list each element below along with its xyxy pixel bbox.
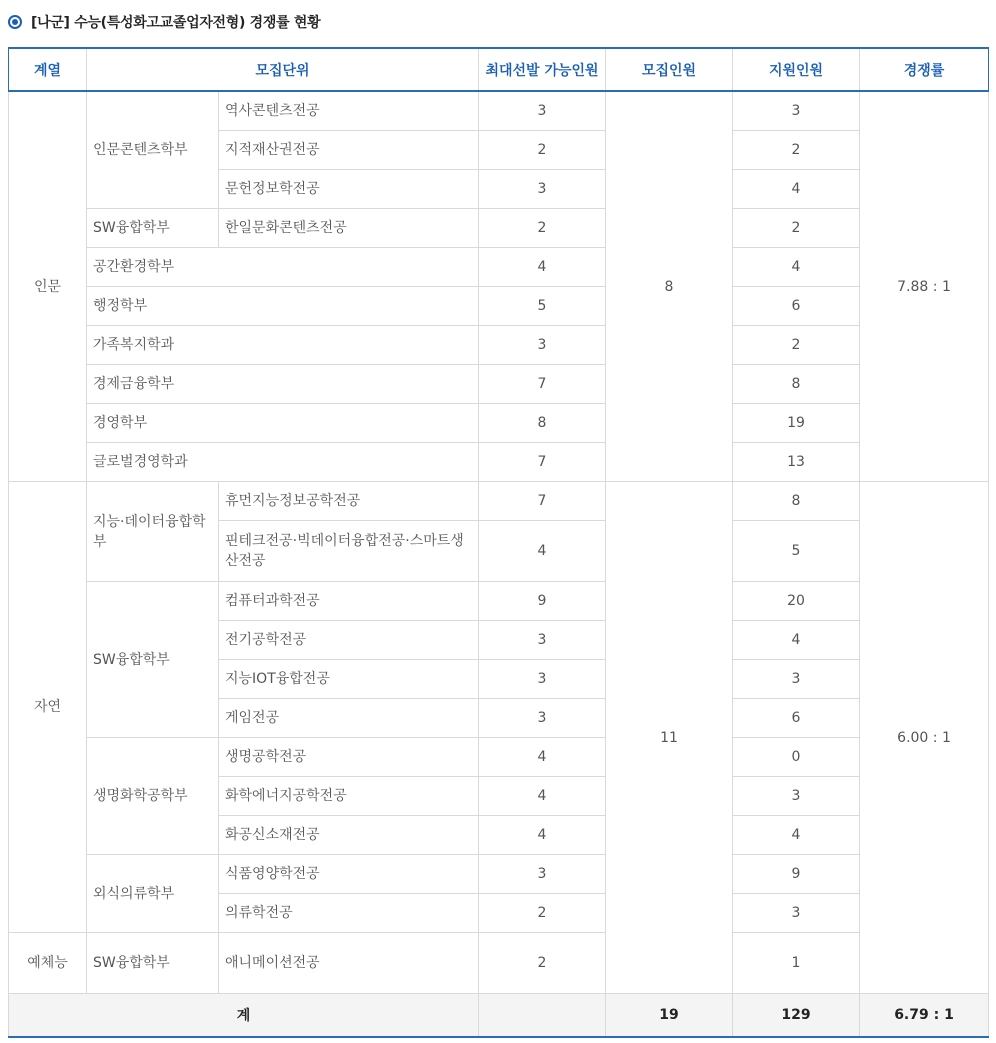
college-cell: SW융합학부 <box>87 582 219 738</box>
applicants-cell: 4 <box>733 816 860 855</box>
major-cell: 전기공학전공 <box>219 621 479 660</box>
major-cell: 식품영양학전공 <box>219 855 479 894</box>
group-cell: 인문 <box>9 91 87 482</box>
table-row <box>9 933 989 994</box>
major-cell: 게임전공 <box>219 699 479 738</box>
table-row <box>9 287 989 326</box>
unit-cell: 경제금융학부 <box>87 365 479 404</box>
total-max <box>479 994 606 1038</box>
unit-cell: 공간환경학부 <box>87 248 479 287</box>
max-cell: 7 <box>479 482 606 521</box>
major-cell: 문헌정보학전공 <box>219 170 479 209</box>
college-cell: 외식의류학부 <box>87 855 219 933</box>
applicants-cell: 19 <box>733 404 860 443</box>
table-header-row <box>9 48 989 91</box>
table-row <box>9 855 989 894</box>
college-cell: SW융합학부 <box>87 209 219 248</box>
max-cell: 2 <box>479 894 606 933</box>
header-quota: 모집인원 <box>606 48 733 91</box>
total-rate: 6.79 : 1 <box>860 994 989 1038</box>
table-row <box>9 443 989 482</box>
major-cell: 휴먼지능정보공학전공 <box>219 482 479 521</box>
unit-cell: 글로벌경영학과 <box>87 443 479 482</box>
max-cell: 7 <box>479 443 606 482</box>
max-cell: 8 <box>479 404 606 443</box>
unit-cell: 행정학부 <box>87 287 479 326</box>
applicants-cell: 6 <box>733 699 860 738</box>
applicants-cell: 3 <box>733 777 860 816</box>
section-title-text: [나군] 수능(특성화고교졸업자전형) 경쟁률 현황 <box>31 15 321 31</box>
total-applicants: 129 <box>733 994 860 1038</box>
unit-cell: 경영학부 <box>87 404 479 443</box>
header-rate: 경쟁률 <box>860 48 989 91</box>
major-cell: 화공신소재전공 <box>219 816 479 855</box>
applicants-cell: 4 <box>733 170 860 209</box>
table-row <box>9 404 989 443</box>
major-cell: 생명공학전공 <box>219 738 479 777</box>
total-label: 계 <box>9 994 479 1038</box>
applicants-cell: 2 <box>733 326 860 365</box>
total-quota: 19 <box>606 994 733 1038</box>
applicants-cell: 5 <box>733 521 860 582</box>
max-cell: 3 <box>479 170 606 209</box>
max-cell: 2 <box>479 209 606 248</box>
quota-cell: 8 <box>606 91 733 482</box>
table-row <box>9 248 989 287</box>
table-row <box>9 738 989 777</box>
college-cell: 생명화학공학부 <box>87 738 219 855</box>
applicants-cell: 13 <box>733 443 860 482</box>
max-cell: 2 <box>479 131 606 170</box>
applicants-cell: 0 <box>733 738 860 777</box>
applicants-cell: 8 <box>733 365 860 404</box>
applicants-cell: 2 <box>733 209 860 248</box>
applicants-cell: 3 <box>733 660 860 699</box>
max-cell: 3 <box>479 660 606 699</box>
applicants-cell: 4 <box>733 248 860 287</box>
major-cell: 핀테크전공·빅데이터융합전공·스마트생산전공 <box>219 521 479 582</box>
applicants-cell: 2 <box>733 131 860 170</box>
applicants-cell: 8 <box>733 482 860 521</box>
table-row <box>9 365 989 404</box>
table-row <box>9 326 989 365</box>
applicants-cell: 20 <box>733 582 860 621</box>
major-cell: 의류학전공 <box>219 894 479 933</box>
max-cell: 4 <box>479 248 606 287</box>
major-cell: 애니메이션전공 <box>219 933 479 994</box>
header-applicants: 지원인원 <box>733 48 860 91</box>
group-cell: 자연 <box>9 482 87 933</box>
applicants-cell: 1 <box>733 933 860 994</box>
header-group: 계열 <box>9 48 87 91</box>
group-cell: 예체능 <box>9 933 87 994</box>
unit-cell: 가족복지학과 <box>87 326 479 365</box>
table-row <box>9 91 989 131</box>
major-cell: 지능IOT융합전공 <box>219 660 479 699</box>
max-cell: 2 <box>479 933 606 994</box>
total-row <box>9 994 989 1038</box>
quota-cell: 11 <box>606 482 733 994</box>
header-max: 최대선발 가능인원 <box>479 48 606 91</box>
applicants-cell: 4 <box>733 621 860 660</box>
max-cell: 7 <box>479 365 606 404</box>
major-cell: 역사콘텐츠전공 <box>219 91 479 131</box>
max-cell: 4 <box>479 521 606 582</box>
applicants-cell: 3 <box>733 91 860 131</box>
section-title <box>8 8 320 36</box>
applicants-cell: 6 <box>733 287 860 326</box>
max-cell: 3 <box>479 621 606 660</box>
table-row <box>9 582 989 621</box>
major-cell: 화학에너지공학전공 <box>219 777 479 816</box>
table-row <box>9 209 989 248</box>
competition-rate-table <box>8 47 989 1038</box>
college-cell: 인문콘텐츠학부 <box>87 91 219 209</box>
applicants-cell: 9 <box>733 855 860 894</box>
radio-bullet-icon <box>8 15 22 29</box>
max-cell: 5 <box>479 287 606 326</box>
max-cell: 9 <box>479 582 606 621</box>
table-row <box>9 482 989 521</box>
max-cell: 3 <box>479 91 606 131</box>
max-cell: 3 <box>479 699 606 738</box>
max-cell: 3 <box>479 855 606 894</box>
max-cell: 4 <box>479 777 606 816</box>
major-cell: 한일문화콘텐츠전공 <box>219 209 479 248</box>
rate-cell: 6.00 : 1 <box>860 482 989 994</box>
max-cell: 4 <box>479 816 606 855</box>
major-cell: 지적재산권전공 <box>219 131 479 170</box>
major-cell: 컴퓨터과학전공 <box>219 582 479 621</box>
college-cell: SW융합학부 <box>87 933 219 994</box>
max-cell: 4 <box>479 738 606 777</box>
max-cell: 3 <box>479 326 606 365</box>
college-cell: 지능·데이터융합학부 <box>87 482 219 582</box>
header-unit: 모집단위 <box>87 48 479 91</box>
rate-cell: 7.88 : 1 <box>860 91 989 482</box>
applicants-cell: 3 <box>733 894 860 933</box>
